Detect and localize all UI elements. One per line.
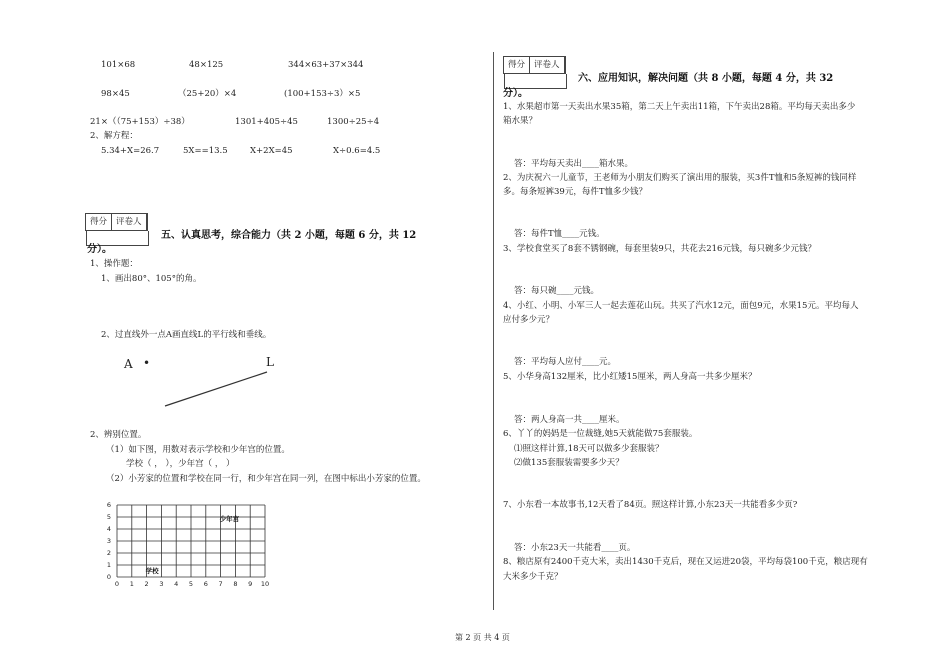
- calc-3-1: 21×（（75+153）÷38）: [90, 117, 190, 127]
- q8-line1: 8、粮店原有2400千克大米，卖出1430千克后，现在又运进20袋，平均每袋100千克，粮店现有: [503, 557, 868, 567]
- q4-line1: 4、小红、小明、小军三人一起去莲花山玩。共买了汽水12元，面包9元，水果15元。平均每人: [503, 301, 859, 311]
- y-tick-label: 0: [106, 573, 111, 581]
- equation-1: 5.34+X=26.7: [101, 146, 160, 156]
- x-tick-label: 2: [144, 580, 149, 588]
- q1-line2: 箱水果？: [503, 116, 538, 126]
- pos-2: （2）小芳家的位置和学校在同一行，和少年宫在同一列，在图中标出小芳家的位置。: [106, 474, 426, 484]
- point-a-dot: •: [143, 356, 151, 370]
- line-l: [160, 368, 275, 413]
- q2-line2: 多。每条短裤39元，每件T恤多少钱？: [503, 187, 647, 197]
- x-tick-label: 7: [218, 580, 223, 588]
- x-tick-label: 5: [188, 580, 194, 588]
- a2: 答：每件T恤____元钱。: [514, 229, 605, 239]
- q2-line1: 2、为庆祝六一儿童节，王老师为小朋友们购买了演出用的服装，买3件T恤和5条短裤的钱同样: [503, 173, 857, 183]
- q6: 6、丫丫的妈妈是一位裁缝,她5天就能做75套服装。: [503, 429, 698, 439]
- q3: 3、学校食堂买了8套不锈钢碗，每套里装9只，共花去216元钱，每只碗多少元钱？: [503, 244, 816, 254]
- page-footer: 第 2 页 共 4 页: [455, 633, 510, 642]
- q7: 7、小东看一本故事书,12天看了84页。照这样计算,小东23天一共能看多少页?: [503, 500, 798, 510]
- y-tick-label: 6: [106, 501, 111, 509]
- calc-1-2: 48×125: [189, 60, 224, 70]
- x-tick-label: 4: [174, 580, 179, 588]
- q1-line1: 1、水果超市第一天卖出水果35箱，第二天上午卖出11箱，下午卖出28箱。平均每天卖出多少: [503, 102, 856, 112]
- q8-line2: 大米多少千克？: [503, 572, 563, 582]
- section5-title-cont: 分）。: [87, 244, 112, 255]
- q5: 5、小华身高132厘米，比小红矮15厘米，两人身高一共多少厘米？: [503, 372, 757, 382]
- calc-1-3: 344×63+37×344: [288, 60, 364, 70]
- y-tick-label: 3: [106, 537, 111, 545]
- x-tick-label: 3: [159, 580, 164, 588]
- calc-1-1: 101×68: [101, 60, 136, 70]
- equation-2: 5X==13.5: [183, 146, 228, 156]
- youth-palace-label: 少年宫: [219, 515, 240, 523]
- calc-2-1: 98×45: [101, 89, 130, 99]
- grader-label: 评卷人: [112, 214, 147, 230]
- x-tick-label: 10: [260, 580, 270, 588]
- equation-3: X+2X=45: [250, 146, 293, 156]
- score-box-section6: [503, 56, 566, 74]
- grader-label: 评卷人: [530, 57, 565, 73]
- score-box-section5: [85, 213, 148, 231]
- x-tick-label: 0: [114, 580, 120, 588]
- column-divider: [493, 52, 494, 610]
- equation-4: X÷0.6=4.5: [333, 146, 381, 156]
- x-tick-label: 1: [129, 580, 134, 588]
- y-tick-label: 4: [106, 525, 111, 533]
- section6-title-cont: 分）。: [503, 88, 528, 99]
- q6-1: ⑴照这样计算,18天可以做多少套服装？: [514, 444, 664, 454]
- section6-title: 六、应用知识，解决问题（共 8 小题，每题 4 分，共 32: [578, 73, 834, 84]
- q4-line2: 应付多少元？: [503, 315, 555, 325]
- calc-3-2: 1301+405÷45: [235, 117, 298, 127]
- a5: 答：两人身高一共____厘米。: [514, 415, 625, 425]
- calc-2-3: (100+153÷3）×5: [284, 89, 361, 99]
- op-2: 2、过直线外一点A画直线L的平行线和垂线。: [101, 330, 272, 340]
- q6-2: ⑵做135套服装需要多少天？: [514, 458, 624, 468]
- equation-heading: 2、解方程：: [90, 131, 138, 141]
- pos-1-fill: 学校（ ， ），少年宫（ ， ）: [126, 459, 235, 469]
- y-tick-label: 2: [106, 549, 111, 557]
- school-label: 学校: [145, 567, 159, 575]
- x-tick-label: 8: [233, 580, 238, 588]
- pos-heading: 2、辨别位置。: [90, 430, 147, 440]
- calc-3-3: 1300÷25÷4: [327, 117, 380, 127]
- x-tick-label: 6: [203, 580, 208, 588]
- section5-title: 五、认真思考，综合能力（共 2 小题，每题 6 分，共 12: [161, 230, 417, 241]
- a7: 答：小东23天一共能看____页。: [514, 543, 636, 553]
- line-l-label: L: [266, 355, 274, 369]
- score-label: 得分: [504, 57, 530, 73]
- score-label: 得分: [86, 214, 112, 230]
- y-tick-label: 1: [106, 561, 111, 569]
- op-heading: 1、操作题：: [90, 259, 138, 269]
- a3: 答：每只碗____元钱。: [514, 286, 600, 296]
- a4: 答：平均每人应付____元。: [514, 357, 617, 367]
- a1: 答：平均每天卖出____箱水果。: [514, 159, 634, 169]
- x-tick-label: 9: [248, 580, 253, 588]
- point-a-label: A: [124, 357, 133, 371]
- y-tick-label: 5: [106, 513, 111, 521]
- pos-1: （1）如下图，用数对表示学校和少年宫的位置。: [106, 445, 290, 455]
- score-blank[interactable]: [504, 74, 567, 89]
- op-1: 1、画出80°、105°的角。: [101, 274, 202, 284]
- position-grid: [100, 490, 280, 590]
- calc-2-2: （25+20）×4: [178, 89, 237, 99]
